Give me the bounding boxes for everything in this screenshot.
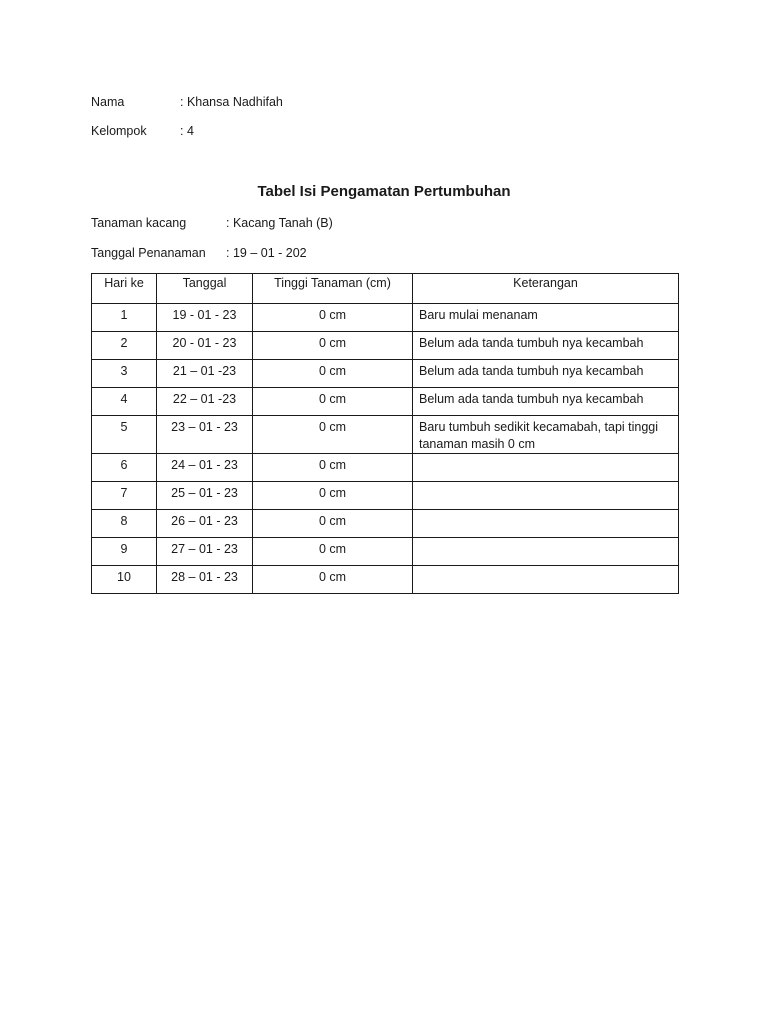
table-row (92, 388, 679, 416)
cell-tinggi: 0 cm (253, 360, 413, 388)
tanaman-line (91, 214, 333, 232)
cell-tanggal: 21 – 01 -23 (157, 360, 253, 388)
cell-tanggal: 26 – 01 - 23 (157, 510, 253, 538)
cell-keterangan: Baru mulai menanam (413, 304, 679, 332)
cell-hari: 2 (92, 332, 157, 360)
observation-table (91, 273, 679, 594)
cell-tanggal: 19 - 01 - 23 (157, 304, 253, 332)
cell-tinggi: 0 cm (253, 482, 413, 510)
page-title: Tabel Isi Pengamatan Pertumbuhan (257, 183, 511, 200)
table-row (92, 416, 679, 454)
cell-hari: 1 (92, 304, 157, 332)
cell-keterangan (413, 566, 679, 594)
tanaman-value: : Kacang Tanah (B) (226, 216, 333, 230)
cell-keterangan (413, 454, 679, 482)
header-tinggi-tanaman: Tinggi Tanaman (cm) (253, 274, 413, 304)
tanggal-penanaman-line (91, 244, 307, 262)
cell-keterangan: Belum ada tanda tumbuh nya kecambah (413, 360, 679, 388)
cell-hari: 5 (92, 416, 157, 454)
nama-line (91, 93, 283, 111)
tanaman-label: Tanaman kacang (91, 216, 187, 230)
cell-tinggi: 0 cm (253, 510, 413, 538)
header-tanggal: Tanggal (157, 274, 253, 304)
table-row (92, 454, 679, 482)
cell-keterangan: Baru tumbuh sedikit kecamabah, tapi tinggi tanaman masih 0 cm (413, 416, 679, 454)
cell-tinggi: 0 cm (253, 304, 413, 332)
cell-hari: 10 (92, 566, 157, 594)
tanggal-penanaman-value: : 19 – 01 - 202 (226, 246, 307, 260)
cell-tinggi: 0 cm (253, 388, 413, 416)
cell-tanggal: 22 – 01 -23 (157, 388, 253, 416)
nama-label: Nama (91, 95, 125, 109)
cell-keterangan: Belum ada tanda tumbuh nya kecambah (413, 388, 679, 416)
cell-keterangan (413, 482, 679, 510)
cell-keterangan (413, 538, 679, 566)
cell-tinggi: 0 cm (253, 566, 413, 594)
cell-hari: 7 (92, 482, 157, 510)
kelompok-value: : 4 (180, 124, 194, 138)
cell-tinggi: 0 cm (253, 538, 413, 566)
cell-tinggi: 0 cm (253, 332, 413, 360)
cell-tanggal: 20 - 01 - 23 (157, 332, 253, 360)
tanggal-penanaman-label: Tanggal Penanaman (91, 246, 206, 260)
cell-hari: 9 (92, 538, 157, 566)
kelompok-label: Kelompok (91, 124, 147, 138)
kelompok-line (91, 122, 194, 140)
table-row (92, 482, 679, 510)
cell-tinggi: 0 cm (253, 416, 413, 454)
cell-tinggi: 0 cm (253, 454, 413, 482)
table-row (92, 332, 679, 360)
cell-tanggal: 28 – 01 - 23 (157, 566, 253, 594)
header-hari-ke: Hari ke (92, 274, 157, 304)
cell-hari: 8 (92, 510, 157, 538)
table-row (92, 510, 679, 538)
cell-tanggal: 27 – 01 - 23 (157, 538, 253, 566)
nama-value: : Khansa Nadhifah (180, 95, 283, 109)
cell-keterangan: Belum ada tanda tumbuh nya kecambah (413, 332, 679, 360)
table-row (92, 304, 679, 332)
cell-tanggal: 25 – 01 - 23 (157, 482, 253, 510)
table-row (92, 360, 679, 388)
table-header-row (92, 274, 679, 304)
cell-keterangan (413, 510, 679, 538)
cell-tanggal: 24 – 01 - 23 (157, 454, 253, 482)
header-keterangan: Keterangan (413, 274, 679, 304)
cell-hari: 4 (92, 388, 157, 416)
cell-hari: 6 (92, 454, 157, 482)
table-row (92, 538, 679, 566)
table-row (92, 566, 679, 594)
cell-tanggal: 23 – 01 - 23 (157, 416, 253, 454)
cell-hari: 3 (92, 360, 157, 388)
